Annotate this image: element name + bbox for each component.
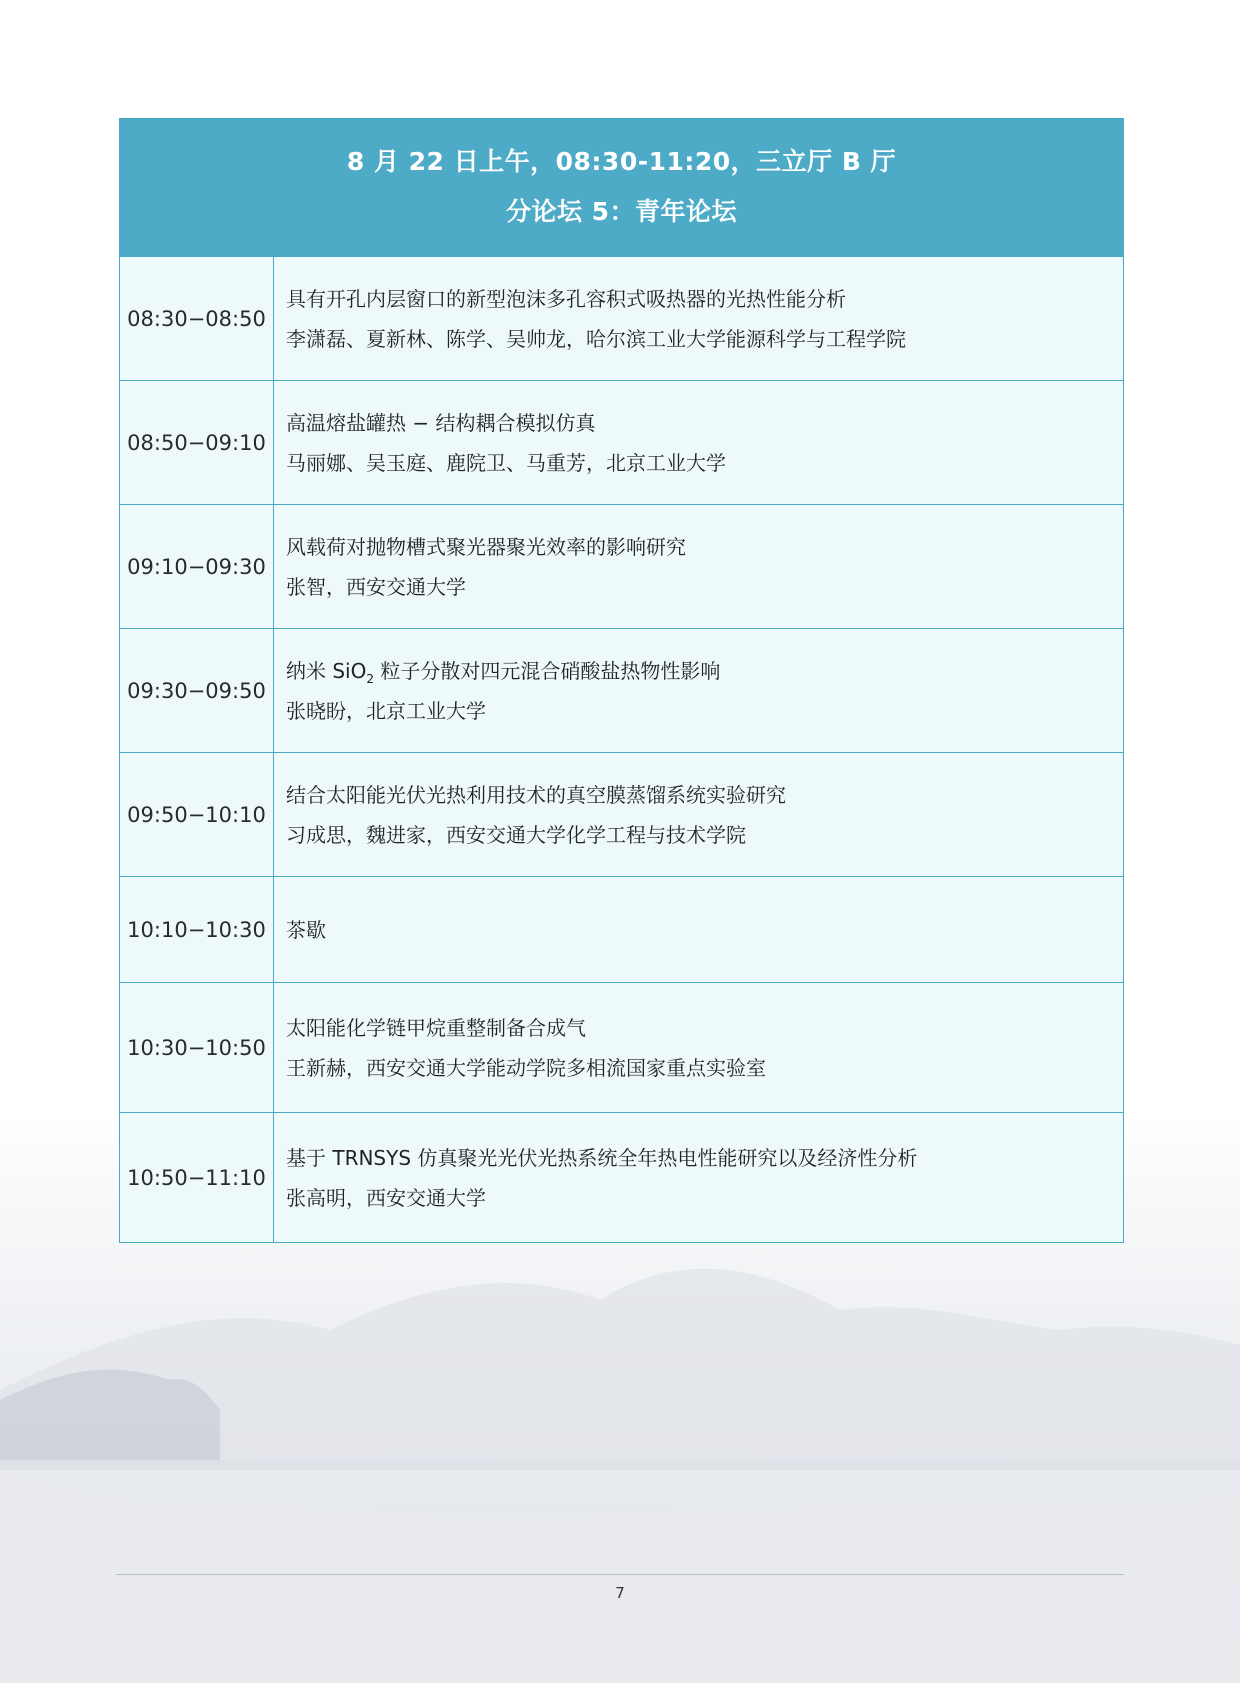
talk-cell <box>274 983 1123 1112</box>
table-row <box>120 876 1123 982</box>
schedule-table <box>119 118 1124 1243</box>
session-header <box>120 119 1123 256</box>
talk-cell <box>274 753 1123 876</box>
talk-cell <box>274 629 1123 752</box>
talk-title: 具有开孔内层窗口的新型泡沫多孔容积式吸热器的光热性能分析 <box>286 286 846 311</box>
table-row <box>120 752 1123 876</box>
table-row <box>120 628 1123 752</box>
table-row <box>120 380 1123 504</box>
page-number: 7 <box>615 1584 625 1602</box>
talk-title: 结合太阳能光伏光热利用技术的真空膜蒸馏系统实验研究 <box>286 782 786 807</box>
time-slot: 08:30−08:50 <box>120 257 274 380</box>
time-slot: 10:50−11:10 <box>120 1113 274 1242</box>
table-row <box>120 982 1123 1112</box>
talk-authors: 张晓盼，北京工业大学 <box>286 698 486 723</box>
talk-authors: 张智，西安交通大学 <box>286 574 466 599</box>
time-slot: 09:10−09:30 <box>120 505 274 628</box>
table-row <box>120 1112 1123 1242</box>
session-forum-title: 分论坛 5：青年论坛 <box>505 197 738 226</box>
time-slot: 09:50−10:10 <box>120 753 274 876</box>
talk-authors: 李潇磊、夏新林、陈学、吴帅龙，哈尔滨工业大学能源科学与工程学院 <box>286 326 906 351</box>
table-row <box>120 256 1123 380</box>
talk-cell <box>274 505 1123 628</box>
talk-title: 高温熔盐罐热 − 结构耦合模拟仿真 <box>286 410 596 435</box>
talk-authors: 张高明，西安交通大学 <box>286 1185 486 1210</box>
talk-authors: 习成思，魏进家，西安交通大学化学工程与技术学院 <box>286 822 746 847</box>
session-date-venue: 8 月 22 日上午，08:30-11:20，三立厅 B 厅 <box>346 147 897 176</box>
talk-title-suffix: 粒子分散对四元混合硝酸盐热物性影响 <box>374 658 721 683</box>
talk-cell <box>274 877 1123 982</box>
break-label: 茶歇 <box>286 917 326 942</box>
time-slot: 10:30−10:50 <box>120 983 274 1112</box>
talk-title-prefix: 纳米 SiO <box>286 658 367 683</box>
footer-divider <box>116 1574 1124 1575</box>
time-slot: 08:50−09:10 <box>120 381 274 504</box>
time-slot: 09:30−09:50 <box>120 629 274 752</box>
talk-cell <box>274 257 1123 380</box>
talk-title <box>286 651 1123 691</box>
table-row <box>120 504 1123 628</box>
talk-cell <box>274 1113 1123 1242</box>
talk-title: 风载荷对抛物槽式聚光器聚光效率的影响研究 <box>286 534 686 559</box>
talk-title: 基于 TRNSYS 仿真聚光光伏光热系统全年热电性能研究以及经济性分析 <box>286 1145 918 1170</box>
talk-authors: 王新赫，西安交通大学能动学院多相流国家重点实验室 <box>286 1055 766 1080</box>
talk-cell <box>274 381 1123 504</box>
talk-authors: 马丽娜、吴玉庭、鹿院卫、马重芳，北京工业大学 <box>286 450 726 475</box>
talk-title: 太阳能化学链甲烷重整制备合成气 <box>286 1015 586 1040</box>
talk-title-subscript: 2 <box>366 671 374 686</box>
time-slot: 10:10−10:30 <box>120 877 274 982</box>
